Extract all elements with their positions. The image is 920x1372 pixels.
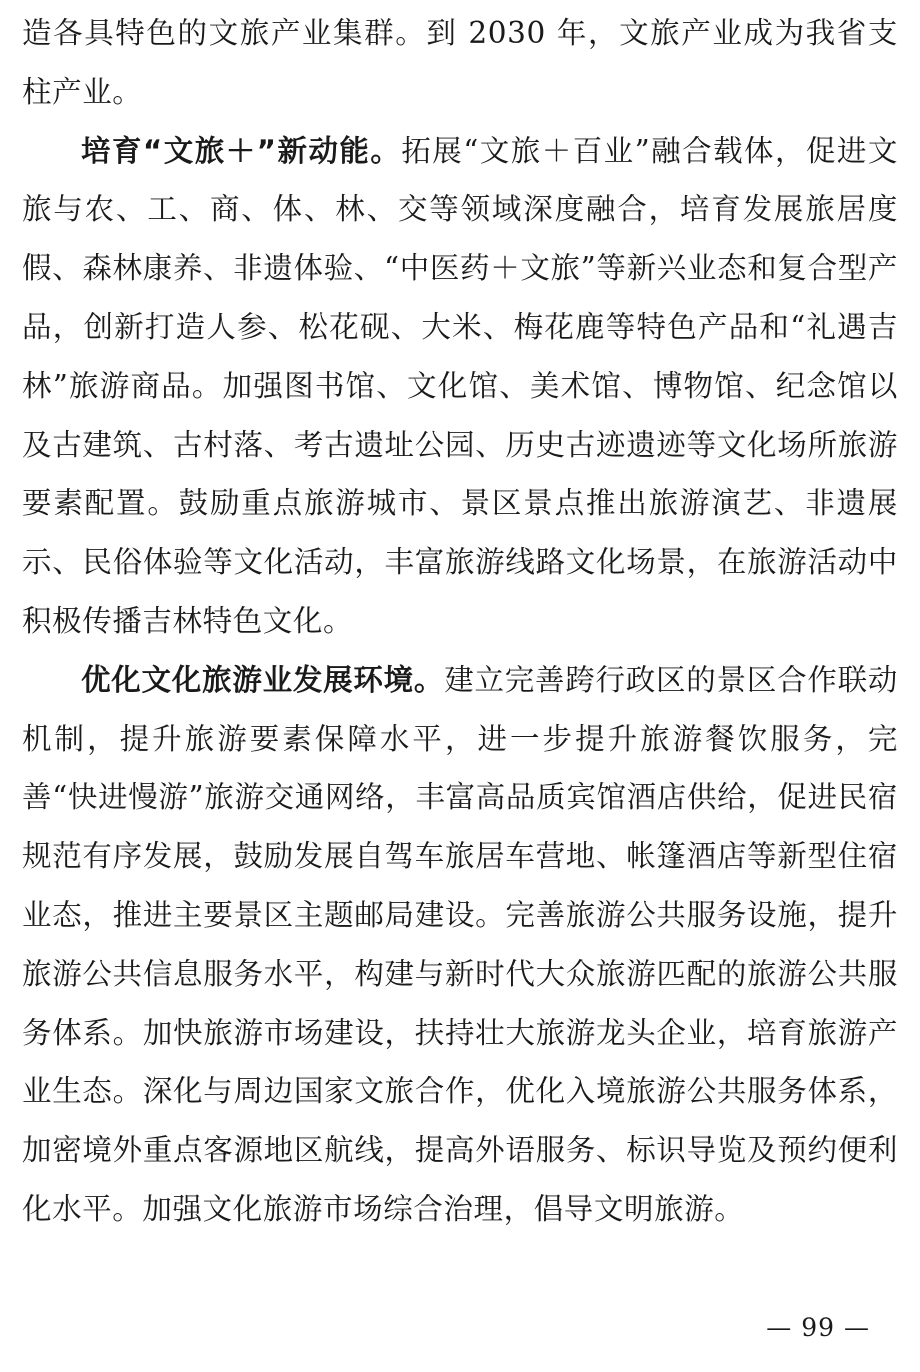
paragraph-text: 拓展“文旅＋百业”融合载体，促进文旅与农、工、商、体、林、交等领域深度融合，培育发展旅居度假、森林康养、非遗体验、“中医药＋文旅”等新兴业态和复合型产品，创新打造人参、松花砚、大米、梅花鹿等特色产品和“礼遇吉林”旅游商品。加强图书馆、文化馆、美术馆、博物馆、纪念馆以及古建筑、古村落、考古遗址公园、历史古迹遗迹等文化场所旅游要素配置。鼓励重点旅游城市、景区景点推出旅游演艺、非遗展示、民俗体验等文化活动，丰富旅游线路文化场景，在旅游活动中积极传播吉林特色文化。: [22, 133, 898, 638]
paragraph-text: 建立完善跨行政区的景区合作联动机制，提升旅游要素保障水平，进一步提升旅游餐饮服务，完善“快进慢游”旅游交通网络，丰富高品质宾馆酒店供给，促进民宿规范有序发展，鼓励发展自驾车旅居车营地、帐篷酒店等新型住宿业态，推进主要景区主题邮局建设。完善旅游公共服务设施，提升旅游公共信息服务水平，构建与新时代大众旅游匹配的旅游公共服务体系。加快旅游市场建设，扶持壮大旅游龙头企业，培育旅游产业生态。深化与周边国家文旅合作，优化入境旅游公共服务体系，加密境外重点客源地区航线，提高外语服务、标识导览及预约便利化水平。加强文化旅游市场综合治理，倡导文明旅游。: [22, 662, 898, 1226]
paragraph-lead: 优化文化旅游业发展环境。: [81, 662, 445, 697]
paragraph-continuation: [22, 4, 898, 122]
paragraph-lead: 培育“文旅＋”新动能。: [81, 133, 402, 168]
page-number: — 99 —: [766, 1313, 870, 1343]
paragraph-cultural-tourism-plus: [22, 122, 898, 651]
paragraph-text: 造各具特色的文旅产业集群。到 2030 年，文旅产业成为我省支柱产业。: [22, 16, 898, 109]
paragraph-development-environment: [22, 651, 898, 1239]
